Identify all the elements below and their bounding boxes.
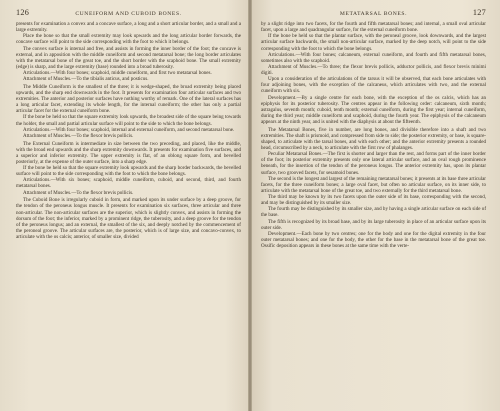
- right-paragraph: If the bone be held so that the plantar surface, with the peroneal groove, look downwards, and the largest articular surface backwards, the small non-articular surface, marked by the deep notch, will point to the side corresponding with the foot to which the bone belongs.: [261, 33, 486, 52]
- left-running-head: [16, 8, 241, 17]
- right-paragraph: The third may be known by its two facets upon the outer side of its base, corresponding with the second, and may be distinguished by its smaller size.: [261, 194, 486, 207]
- right-paragraph: The fourth may be distinguished by its smaller size, and by having a single articular surface on each side of the base.: [261, 206, 486, 219]
- left-paragraph: The External Cuneiform is intermediate in size between the two preceding, and placed, like the middle, with the broad end upwards and the sharp extremity downwards. It presents for examination five surfaces, and a superior and inferior extremity. The upper extremity is flat, of an oblong square form, and bevelled posteriorly, at the expense of the outer surface, into a sharp edge.: [16, 140, 241, 165]
- right-paragraph: The Metatarsal Bones, five in number, are long bones, and divisible therefore into a shaft and two extremities. The shaft is prismoid, and compressed from side to side; the posterior extremity, or base, is square-shaped, to articulate with the tarsal bones, and with each other; and the anterior extremity presents a rounded head, circumscribed by a neck, to articulate with the first row of phalanges.: [261, 126, 486, 152]
- right-paragraph: Development.—Each bone by two centres; one for the body and one for the digital extremity in the four outer metatarsal bones; and one for the body, the other for the base in the metatarsal bone of the great toe. Ossific deposition appears in these bones at the same time with the verte-: [261, 230, 486, 250]
- right-paragraph: Attachment of Muscles.—To three; the flexor brevis pollicis, adductor pollicis, and flexor brevis minimi digiti.: [261, 63, 486, 76]
- right-body-text: [261, 21, 486, 249]
- left-paragraph: Place the bone so that the small extremity may look upwards and the long articular border forwards, the concave surface will point to the side corresponding with the foot to which it belongs.: [16, 33, 241, 46]
- right-paragraph: Development.—By a single centre for each bone, with the exception of the os calcis, which has an epiphysis for its posterior tuberosity. The centres appear in the following order: calcaneum, sixth month; astragalus, seventh month; cuboid, tenth month; external cuneiform, during the first year; internal cuneiform, during the third year; middle cuneiform and scaphoid, during the fourth year. The epiphysis of the calcaneum appears at the ninth year, and is united with the diaphysis at about the fifteenth.: [261, 94, 486, 125]
- book-gutter: [248, 0, 252, 411]
- left-paragraph: The convex surface is internal and free, and assists in forming the inner border of the foot; the concave is external, and in apposition with the middle cuneiform and second metatarsal bone; the long border articulates with the metatarsal bone of the great toe, and the short border with the scaphoid bone. The small extremity (edge) is sharp, and the large extremity (base) rounded into a broad tuberosity.: [16, 45, 241, 70]
- left-paragraph: If the bone be held so that the square extremity look upwards, the broadest side of the square being towards the holder, the small and partial articular surface will point to the side to which the bone belongs.: [16, 114, 241, 127]
- left-paragraph: Attachment of Muscles.—To the flexor brevis pollicis.: [23, 189, 134, 196]
- left-paragraph: Articulations.—With four bones; scaphoid, middle cuneiform, and first two metatarsal bones.: [23, 70, 212, 76]
- right-paragraph: Peculiar Metatarsal Bones.—The first is shorter and larger than the rest, and forms part of the inner border of the foot; its posterior extremity presents only one lateral articular surface, and an oval rough prominence beneath, for the insertion of the tendon of the peroneus longus. The anterior extremity has, upon its plantar surface, two grooved facets, for sesamoid bones.: [261, 151, 486, 176]
- left-paragraph: The Middle Cuneiform is the smallest of the three; it is wedge-shaped, the broad extremity being placed upwards, and the sharp end downwards in the foot. It presents for examination four articular surfaces and two extremities. The anterior and posterior surfaces have nothing worthy of remark. One of the lateral surfaces has a long articular facet, extending its whole length, for the internal cuneiform; the other has only a partial articular facet for the external cuneiform bone.: [16, 83, 241, 115]
- left-paragraph: The Cuboid Bone is irregularly cuboid in form, and marked upon its under surface by a deep groove, for the tendon of the peroneus longus muscle. It presents for examination six surfaces, three articular and three non-articular. The non-articular surfaces are the superior, which is slightly convex, and assists in forming the dorsum of the foot; the inferior, marked by a prominent ridge, the tuberosity, and a deep groove for the tendon of the peroneus longus; and an external, the smallest of the six, and deeply notched by the commencement of the peroneal groove. The articular surfaces are, the posterior, which is of large size, and concavo-convex, to articulate with the os calcis; anterior, of smaller size, divided: [16, 197, 241, 241]
- left-paragraph: presents for examination a convex and a concave surface, a long and a short articular border, and a small and a large extremity.: [16, 21, 241, 34]
- right-page: [250, 0, 500, 411]
- right-page-number: 127: [472, 8, 486, 17]
- left-body-text: [16, 21, 241, 240]
- right-paragraph: Upon a consideration of the articulations of the tarsus it will be observed, that each bone articulates with four adjoining bones, with the exception of the calcaneus, which articulates with two, and the external cuneiform with six.: [261, 76, 486, 95]
- left-page-number: 126: [16, 8, 30, 17]
- right-paragraph: The second is the longest and largest of the remaining metatarsal bones; it presents at its base three articular facets, for the three cuneiform bones; a large oval facet, but often no articular surface, on its inner side, to articulate with the metatarsal bone of the great toe, and two externally for the third metatarsal bone.: [261, 175, 486, 194]
- right-paragraph: The fifth is recognized by its broad base, and by its large tuberosity in place of an articular surface upon its outer side.: [261, 218, 486, 231]
- left-running-title: CUNEIFORM AND CUBOID BONES.: [75, 11, 182, 17]
- right-running-head: [261, 8, 486, 17]
- left-paragraph: Attachment of Muscles.—To the tibialis anticus, and posticus.: [23, 76, 149, 83]
- right-paragraph: Articulations.—With four bones; calcaneum, external cuneiform, and fourth and fifth metatarsal bones, sometimes also with the scaphoid.: [261, 51, 486, 64]
- left-paragraph: Articulations.—With six bones; scaphoid, middle cuneiform, cuboid, and second, third, and fourth metatarsal bones.: [16, 177, 241, 190]
- left-paragraph: If the bone be held so that the square extremity look upwards and the sharp border backwards, the bevelled surface will point to the side corresponding with the foot to which the bone belongs.: [16, 165, 241, 178]
- left-paragraph: Articulations.—With four bones; scaphoid, internal and external cuneiform, and second metatarsal bone.: [23, 126, 235, 133]
- right-paragraph: by a slight ridge into two facets, for the fourth and fifth metatarsal bones; and internal, a small oval articular facet, upon a large and quadrangular surface, for the external cuneiform bone.: [261, 21, 486, 34]
- left-paragraph: Attachment of Muscles.—To the flexor brevis pollicis.: [23, 132, 134, 139]
- right-running-title: METATARSAL BONES.: [339, 11, 408, 17]
